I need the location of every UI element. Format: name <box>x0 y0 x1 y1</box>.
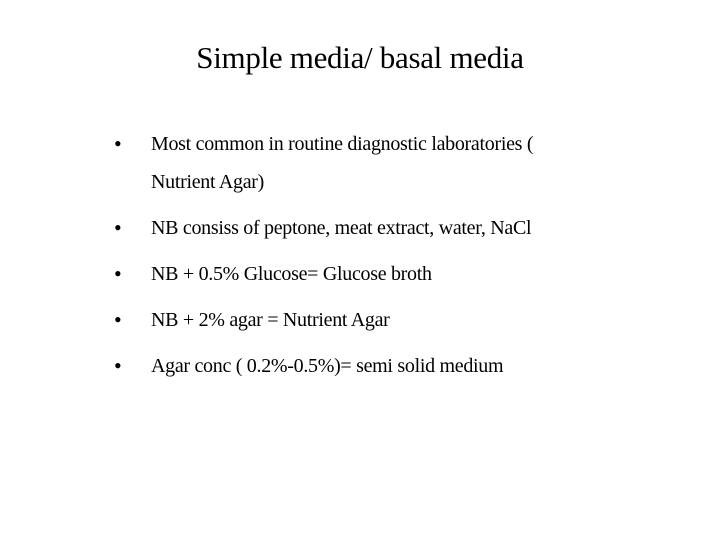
bullet-icon: • <box>114 307 122 332</box>
bullet-text: NB + 2% agar = Nutrient Agar <box>151 309 390 331</box>
bullet-item-common-media <box>108 125 591 201</box>
bullet-item-nb-composition <box>108 209 668 247</box>
bullet-text: NB consiss of peptone, meat extract, water, NaCl <box>151 217 532 239</box>
bullet-text: Most common in routine diagnostic laboratories ( Nutrient Agar) <box>151 133 534 193</box>
bullet-icon: • <box>114 215 122 240</box>
slide-title: Simple media/ basal media <box>196 40 524 75</box>
bullet-text: NB + 0.5% Glucose= Glucose broth <box>151 263 432 285</box>
bullet-text: Agar conc ( 0.2%-0.5%)= semi solid medium <box>151 355 504 377</box>
bullet-icon: • <box>114 131 122 156</box>
bullet-list <box>108 125 668 393</box>
bullet-icon: • <box>114 261 122 286</box>
bullet-item-semi-solid <box>108 347 668 385</box>
bullet-item-nutrient-agar <box>108 301 668 339</box>
bullet-item-glucose-broth <box>108 255 668 293</box>
bullet-icon: • <box>114 353 122 378</box>
